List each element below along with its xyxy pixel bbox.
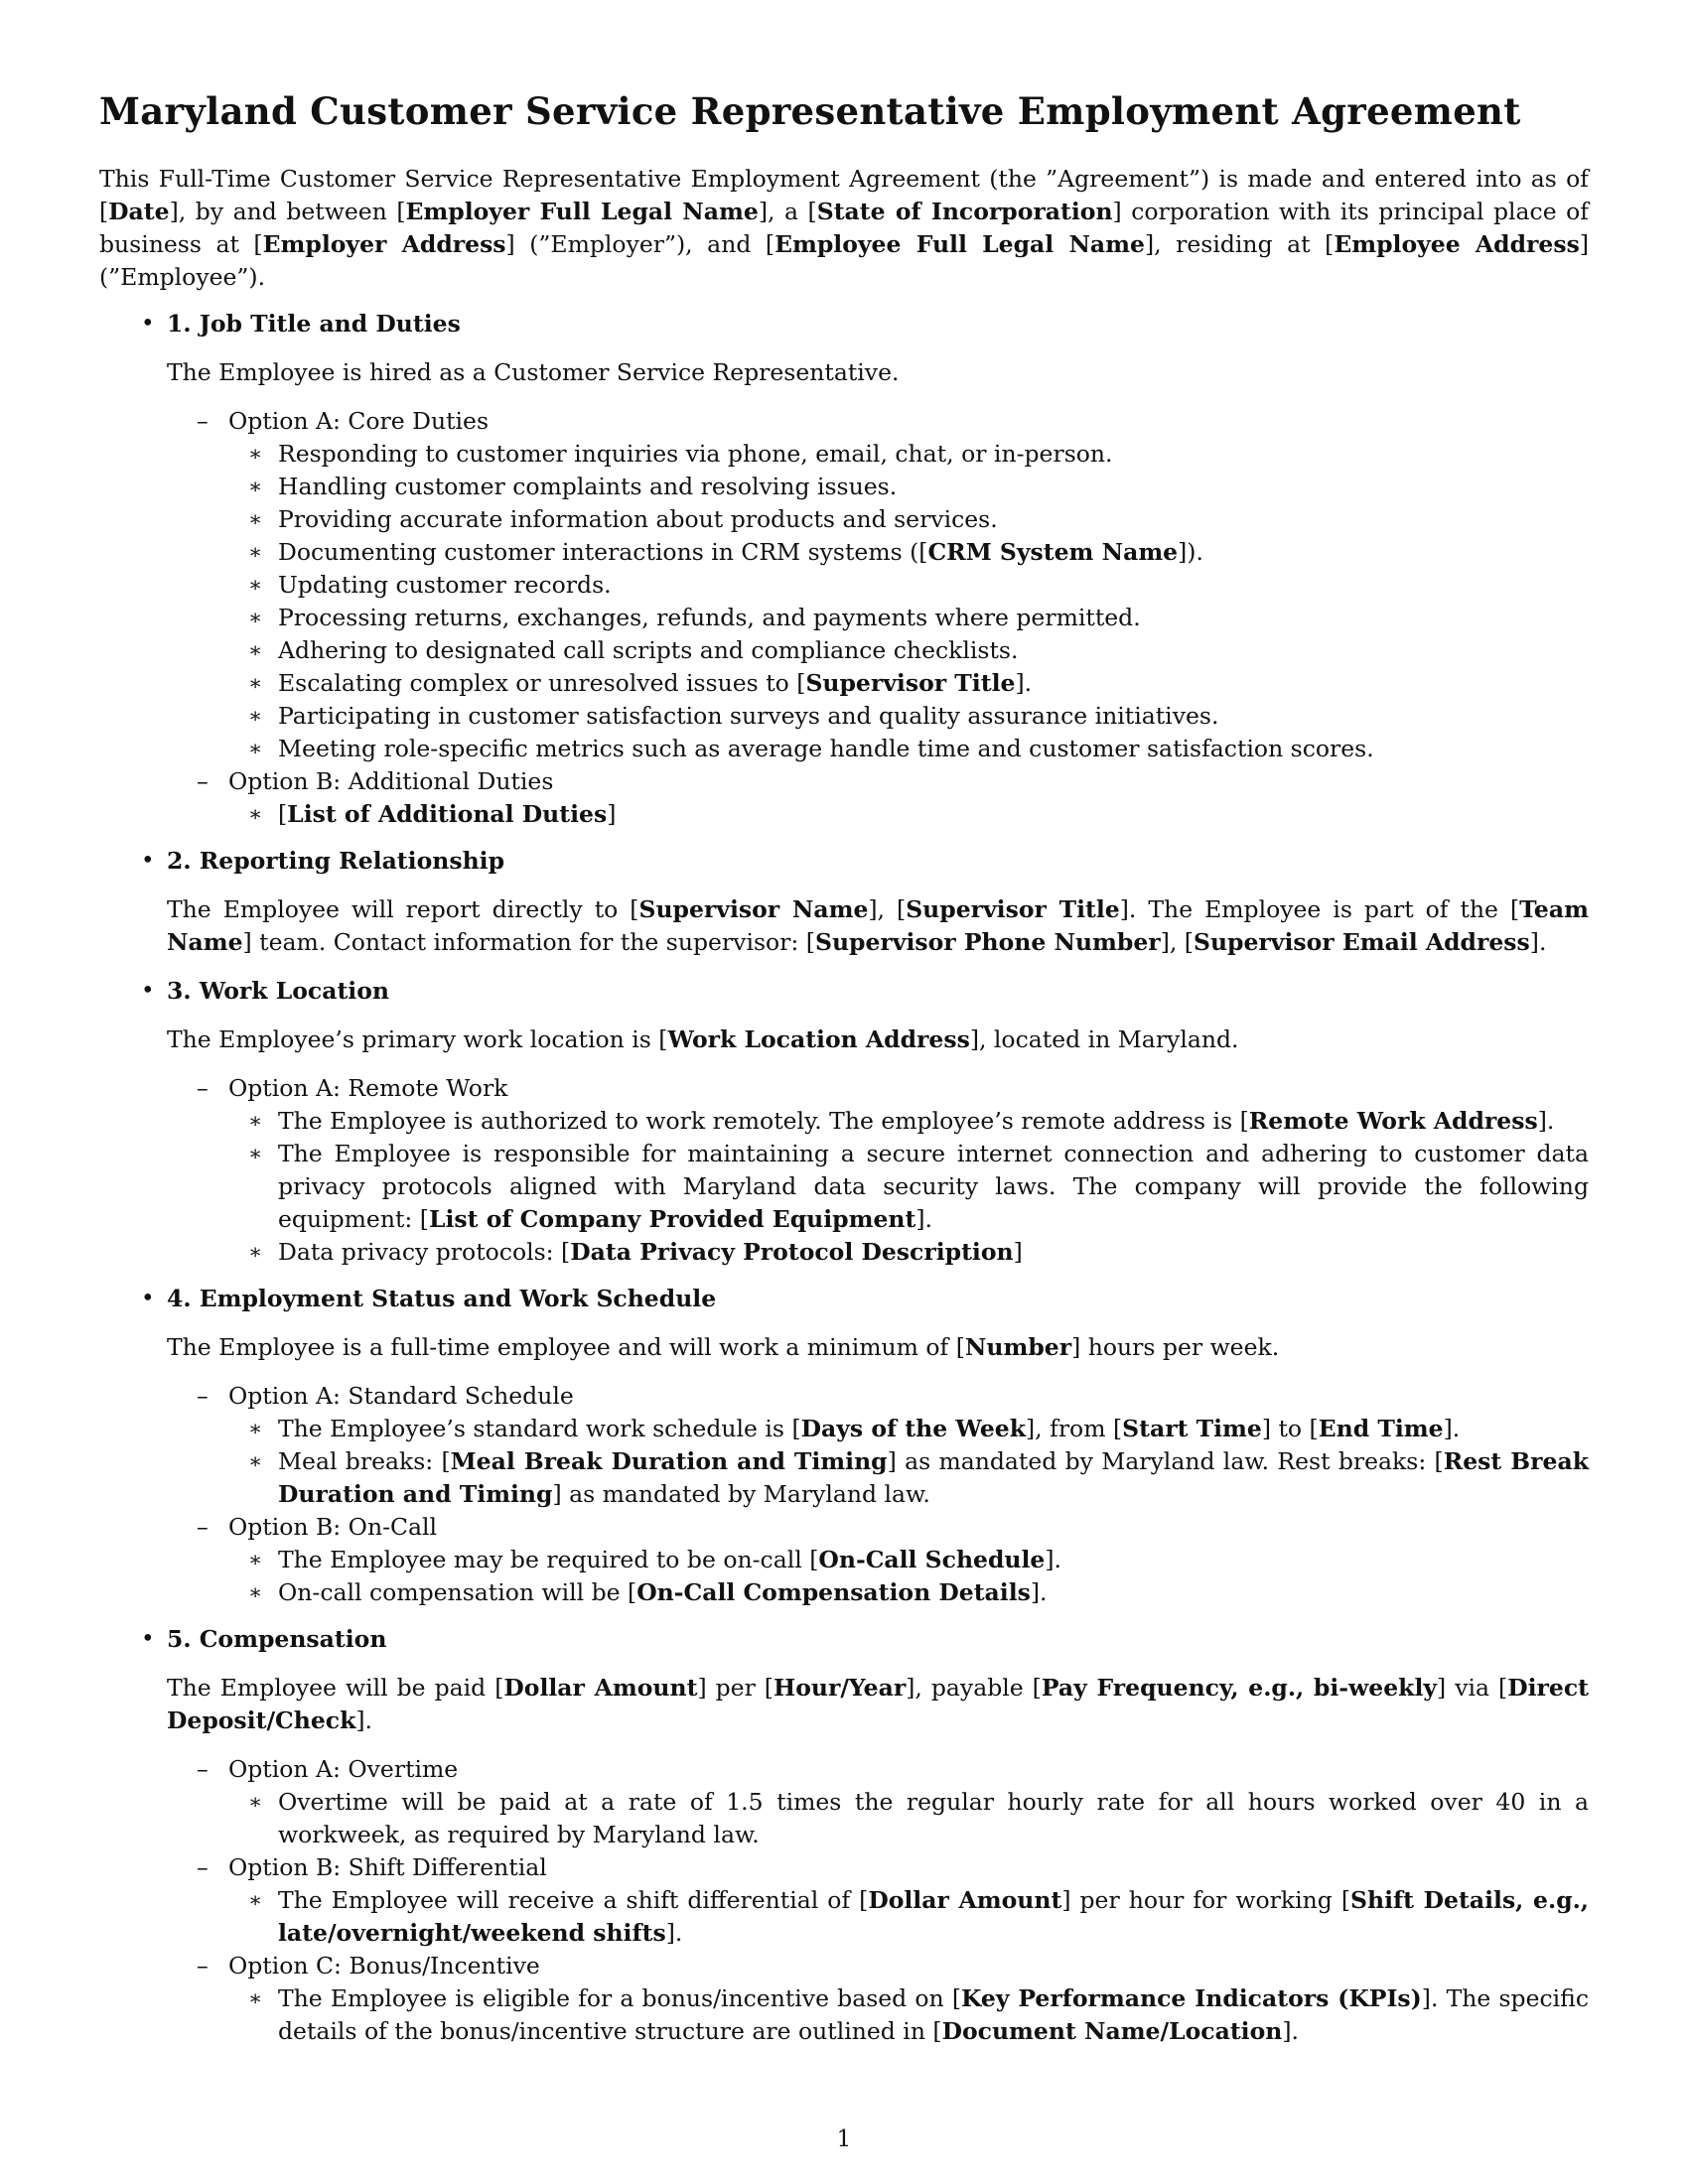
placeholder-on-call-schedule: On-Call Schedule (818, 1546, 1046, 1573)
option-remote-work (228, 1072, 1589, 1269)
intro-text: This Full-Time Customer Service Representative Employment Agreement (the ”Agreement”) is made and entered into as of [ (99, 165, 1589, 225)
placeholder-supervisor-title: Supervisor Title (906, 895, 1120, 923)
item-text: ] (607, 800, 617, 828)
items-list (228, 1105, 1589, 1269)
placeholder-dollar-amount: Dollar Amount (503, 1674, 698, 1702)
placeholder-privacy-protocol: Data Privacy Protocol Description (570, 1238, 1014, 1266)
item-text: The Employee is authorized to work remotely. The employee’s remote address is [ (278, 1107, 1249, 1135)
body-text: ] per [ (697, 1674, 774, 1702)
option-label: – Option A: Core Duties (228, 405, 1589, 438)
document-page (99, 87, 1589, 2062)
list-item (278, 1544, 1589, 1576)
section-body: The Employee is hired as a Customer Service Representative. (167, 358, 900, 386)
options-list (167, 405, 1589, 831)
option-label: – Option A: Remote Work (228, 1072, 1589, 1105)
item-text: The Employee will receive a shift differential of [ (278, 1886, 869, 1914)
placeholder-supervisor-name: Supervisor Name (638, 895, 869, 923)
section-job-title-duties (99, 308, 1589, 831)
list-item: ∗ Adhering to designated call scripts and compliance checklists. (278, 634, 1589, 667)
items-list (228, 798, 1589, 831)
item-text: ] to [ (1261, 1415, 1319, 1442)
list-item: ∗ Responding to customer inquiries via phone, email, chat, or in-person. (278, 438, 1589, 471)
list-item: ∗ Overtime will be paid at a rate of 1.5 times the regular hourly rate for all hours worked over 40 in a workweek, as required by Maryland law. (278, 1786, 1589, 1851)
placeholder-supervisor-title: Supervisor Title (805, 669, 1016, 697)
option-bonus-incentive (228, 1950, 1589, 2048)
section-heading: • 2. Reporting Relationship (167, 847, 505, 875)
placeholder-crm-system: CRM System Name (927, 538, 1179, 566)
placeholder-pay-frequency: Pay Frequency, e.g., bi-weekly (1041, 1674, 1438, 1702)
option-label: – Option B: Additional Duties (228, 765, 1589, 798)
body-text: The Employee’s primary work location is [ (167, 1025, 668, 1053)
options-list (167, 1380, 1589, 1609)
placeholder-dollar-amount: Dollar Amount (868, 1886, 1062, 1914)
section-body (167, 893, 1589, 959)
list-item (278, 1105, 1589, 1138)
intro-text: ], by and between [ (169, 198, 406, 225)
items-list (228, 1982, 1589, 2048)
intro-text: ] (”Employer”), and [ (505, 230, 775, 258)
item-text: ]. (915, 1205, 932, 1233)
placeholder-end-time: End Time (1318, 1415, 1444, 1442)
item-text: The Employee’s standard work schedule is [ (278, 1415, 801, 1442)
placeholder-state: State of Incorporation (816, 198, 1113, 225)
body-text: The Employee will be paid [ (167, 1674, 504, 1702)
option-label: – Option B: On-Call (228, 1511, 1589, 1544)
placeholder-hour-year: Hour/Year (773, 1674, 907, 1702)
list-item (278, 667, 1589, 700)
option-core-duties (228, 405, 1589, 765)
placeholder-date: Date (108, 198, 170, 225)
item-text: ] per hour for working [ (1061, 1886, 1351, 1914)
placeholder-employer-address: Employer Address (262, 230, 506, 258)
item-text: On-call compensation will be [ (278, 1578, 637, 1606)
option-on-call (228, 1511, 1589, 1609)
body-text: The Employee is a full-time employee and will work a minimum of [ (167, 1333, 965, 1361)
section-body (167, 1024, 1589, 1056)
intro-paragraph (99, 163, 1589, 294)
items-list (228, 1544, 1589, 1609)
items-list (228, 1884, 1589, 1950)
item-text: [ (278, 800, 288, 828)
placeholder-start-time: Start Time (1122, 1415, 1262, 1442)
item-text: ]. (1537, 1107, 1555, 1135)
page-number: 1 (836, 2126, 852, 2152)
sections-list (99, 308, 1589, 2048)
list-item: ∗ Meeting role-specific metrics such as average handle time and customer satisfaction scores. (278, 733, 1589, 765)
items-list (228, 438, 1589, 765)
section-work-location (99, 975, 1589, 1269)
item-text: ] as mandated by Maryland law. Rest breaks: [ (887, 1447, 1444, 1475)
section-body (167, 1672, 1589, 1737)
body-text: ], located in Maryland. (969, 1025, 1239, 1053)
item-text: ]. (665, 1919, 683, 1947)
section-heading: • 5. Compensation (167, 1625, 387, 1653)
option-label: – Option C: Bonus/Incentive (228, 1950, 1589, 1982)
item-text: ] (1013, 1238, 1023, 1266)
placeholder-employer-name: Employer Full Legal Name (405, 198, 759, 225)
placeholder-document-name: Document Name/Location (941, 2017, 1283, 2045)
body-text: ], [ (1160, 928, 1194, 956)
item-text: Meal breaks: [ (278, 1447, 451, 1475)
list-item (278, 1138, 1589, 1236)
list-item (278, 1236, 1589, 1269)
option-label: – Option A: Standard Schedule (228, 1380, 1589, 1413)
section-body (167, 1331, 1589, 1364)
list-item (278, 1982, 1589, 2048)
placeholder-shift-details: Shift Details, e.g., late/overnight/weekend shifts (278, 1886, 1589, 1947)
placeholder-employee-address: Employee Address (1334, 230, 1580, 258)
body-text: ] team. Contact information for the supervisor: [ (242, 928, 815, 956)
item-text: ]. (1443, 1415, 1461, 1442)
list-item (278, 1413, 1589, 1445)
section-reporting-relationship (99, 845, 1589, 959)
section-compensation (99, 1623, 1589, 2048)
item-text: ]). (1178, 538, 1203, 566)
list-item: ∗ Handling customer complaints and resolving issues. (278, 471, 1589, 503)
item-text: The Employee is responsible for maintaining a secure internet connection and adhering to customer data privacy protocols aligned with Maryland data security laws. The company will provide the following equipment: [ (278, 1140, 1589, 1233)
item-text: Documenting customer interactions in CRM systems ([ (278, 538, 928, 566)
placeholder-kpis: Key Performance Indicators (KPIs) (961, 1984, 1422, 2012)
placeholder-number-hours: Number (964, 1333, 1072, 1361)
section-heading: • 3. Work Location (167, 977, 389, 1005)
item-text: The Employee may be required to be on-call [ (278, 1546, 819, 1573)
item-text: ]. (1015, 669, 1033, 697)
list-item: ∗ Processing returns, exchanges, refunds, and payments where permitted. (278, 602, 1589, 634)
placeholder-days: Days of the Week (800, 1415, 1027, 1442)
list-item (278, 798, 1589, 831)
items-list (228, 1786, 1589, 1851)
placeholder-rest-break: Rest Break Duration and Timing (278, 1447, 1589, 1508)
intro-text: ], residing at [ (1144, 230, 1335, 258)
list-item (278, 1884, 1589, 1950)
option-overtime (228, 1753, 1589, 1851)
list-item (278, 1445, 1589, 1511)
item-text: ]. (1030, 1578, 1048, 1606)
option-label: – Option B: Shift Differential (228, 1851, 1589, 1884)
placeholder-work-location: Work Location Address (667, 1025, 970, 1053)
items-list (228, 1413, 1589, 1511)
body-text: The Employee will report directly to [ (167, 895, 639, 923)
intro-text: ] (”Employee”). (99, 230, 1589, 291)
item-text: The Employee is eligible for a bonus/incentive based on [ (278, 1984, 961, 2012)
option-standard-schedule (228, 1380, 1589, 1511)
list-item: ∗ Updating customer records. (278, 569, 1589, 602)
placeholder-payment-method: Direct Deposit/Check (167, 1674, 1589, 1734)
option-label: – Option A: Overtime (228, 1753, 1589, 1786)
section-employment-status-schedule (99, 1283, 1589, 1609)
placeholder-team-name: Team Name (167, 895, 1589, 956)
body-text: ]. (1529, 928, 1547, 956)
body-text: ]. (355, 1706, 373, 1734)
options-list (167, 1072, 1589, 1269)
item-text: ] as mandated by Maryland law. (552, 1480, 930, 1508)
item-text: Escalating complex or unresolved issues to [ (278, 669, 806, 697)
placeholder-employee-name: Employee Full Legal Name (774, 230, 1145, 258)
intro-text: ] corporation with its principal place of business at [ (99, 198, 1590, 258)
item-text: ]. (1045, 1546, 1062, 1573)
item-text: ]. (1282, 2017, 1300, 2045)
item-text: ], from [ (1026, 1415, 1123, 1442)
list-item (278, 536, 1589, 569)
item-text: Data privacy protocols: [ (278, 1238, 571, 1266)
placeholder-additional-duties: List of Additional Duties (287, 800, 608, 828)
placeholder-on-call-compensation: On-Call Compensation Details (636, 1578, 1031, 1606)
body-text: ] via [ (1437, 1674, 1508, 1702)
body-text: ], [ (868, 895, 907, 923)
option-additional-duties (228, 765, 1589, 831)
list-item: ∗ Providing accurate information about products and services. (278, 503, 1589, 536)
list-item (278, 1576, 1589, 1609)
option-shift-differential (228, 1851, 1589, 1950)
section-heading: • 4. Employment Status and Work Schedule (167, 1285, 717, 1312)
placeholder-meal-break: Meal Break Duration and Timing (450, 1447, 888, 1475)
intro-text: ], a [ (758, 198, 817, 225)
placeholder-supervisor-phone: Supervisor Phone Number (814, 928, 1161, 956)
body-text: ]. The Employee is part of the [ (1119, 895, 1520, 923)
section-heading: • 1. Job Title and Duties (167, 310, 461, 338)
placeholder-supervisor-email: Supervisor Email Address (1193, 928, 1530, 956)
placeholder-remote-address: Remote Work Address (1248, 1107, 1538, 1135)
body-text: ], payable [ (906, 1674, 1042, 1702)
item-text: ]. The specific details of the bonus/incentive structure are outlined in [ (278, 1984, 1589, 2045)
body-text: ] hours per week. (1071, 1333, 1280, 1361)
placeholder-equipment: List of Company Provided Equipment (428, 1205, 916, 1233)
document-title: Maryland Customer Service Representative Employment Agreement (99, 89, 1521, 133)
options-list (167, 1753, 1589, 2048)
list-item: ∗ Participating in customer satisfaction surveys and quality assurance initiatives. (278, 700, 1589, 733)
